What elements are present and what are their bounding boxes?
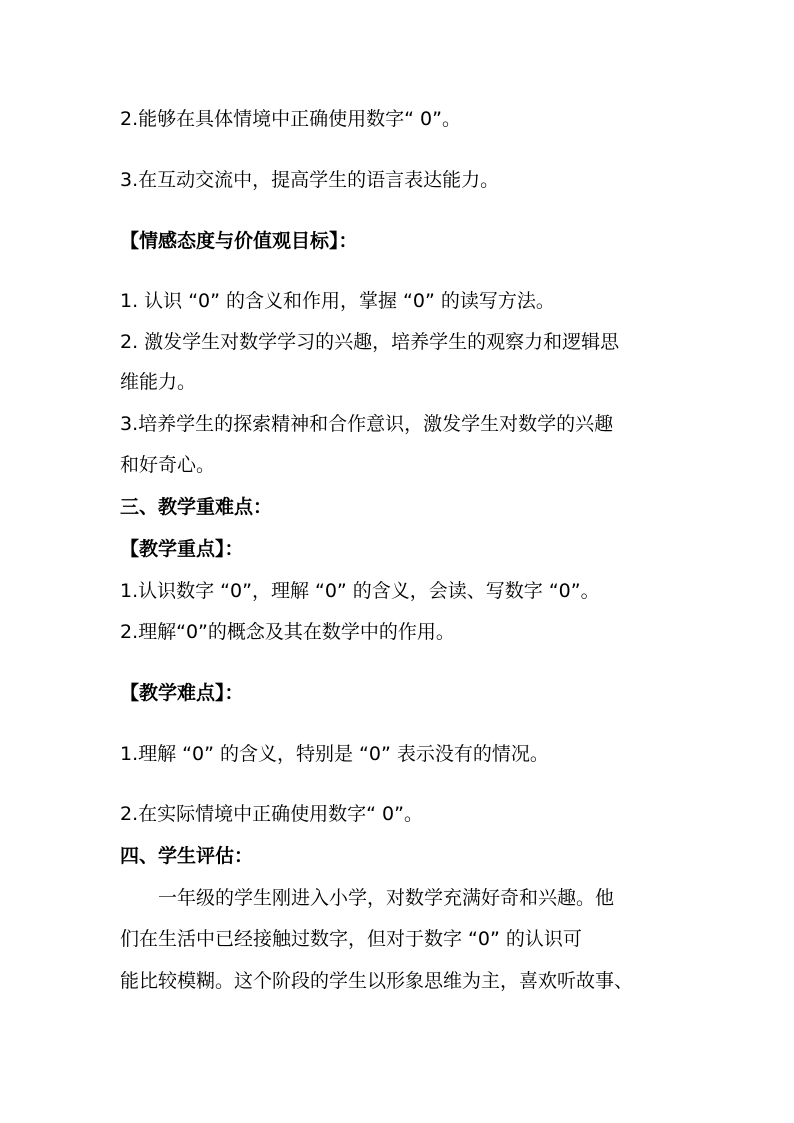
emotion-item-2-line-1: 2. 激发学生对数学学习的兴趣，培养学生的观察力和逻辑思 bbox=[120, 331, 620, 353]
assessment-line-3: 能比较模糊。这个阶段的学生以形象思维为主，喜欢听故事、 bbox=[120, 970, 634, 992]
emotion-item-3-line-1: 3.培养学生的探索精神和合作意识，激发学生对数学的兴趣 bbox=[120, 413, 614, 435]
assessment-line-2: 们在生活中已经接触过数字，但对于数字 “0” 的认识可 bbox=[120, 928, 582, 950]
knowledge-item-2: 2.能够在具体情境中正确使用数字“ 0”。 bbox=[120, 108, 461, 130]
emotion-item-1: 1. 认识 “0” 的含义和作用，掌握 “0” 的读写方法。 bbox=[120, 290, 555, 312]
emotion-item-2-line-2: 维能力。 bbox=[120, 371, 197, 393]
emotion-item-3-line-2: 和好奇心。 bbox=[120, 454, 216, 476]
assessment-line-1: 一年级的学生刚进入小学，对数学充满好奇和兴趣。他 bbox=[158, 887, 615, 909]
difficult-item-1: 1.理解 “0” 的含义，特别是 “0” 表示没有的情况。 bbox=[120, 743, 549, 765]
section-3-heading: 三、教学重难点： bbox=[120, 496, 273, 518]
key-points-heading: 【教学重点】： bbox=[120, 538, 244, 560]
key-item-2: 2.理解“0”的概念及其在数学中的作用。 bbox=[120, 621, 455, 643]
emotion-goal-heading: 【情感态度与价值观目标】： bbox=[120, 230, 358, 252]
difficult-points-heading: 【教学难点】： bbox=[120, 682, 244, 704]
difficult-item-2: 2.在实际情境中正确使用数字“ 0”。 bbox=[120, 803, 423, 825]
key-item-1: 1.认识数字 “0”，理解 “0” 的含义，会读、写数字 “0”。 bbox=[120, 580, 600, 602]
section-4-heading: 四、学生评估： bbox=[120, 845, 254, 867]
knowledge-item-3: 3.在互动交流中，提高学生的语言表达能力。 bbox=[120, 169, 500, 191]
